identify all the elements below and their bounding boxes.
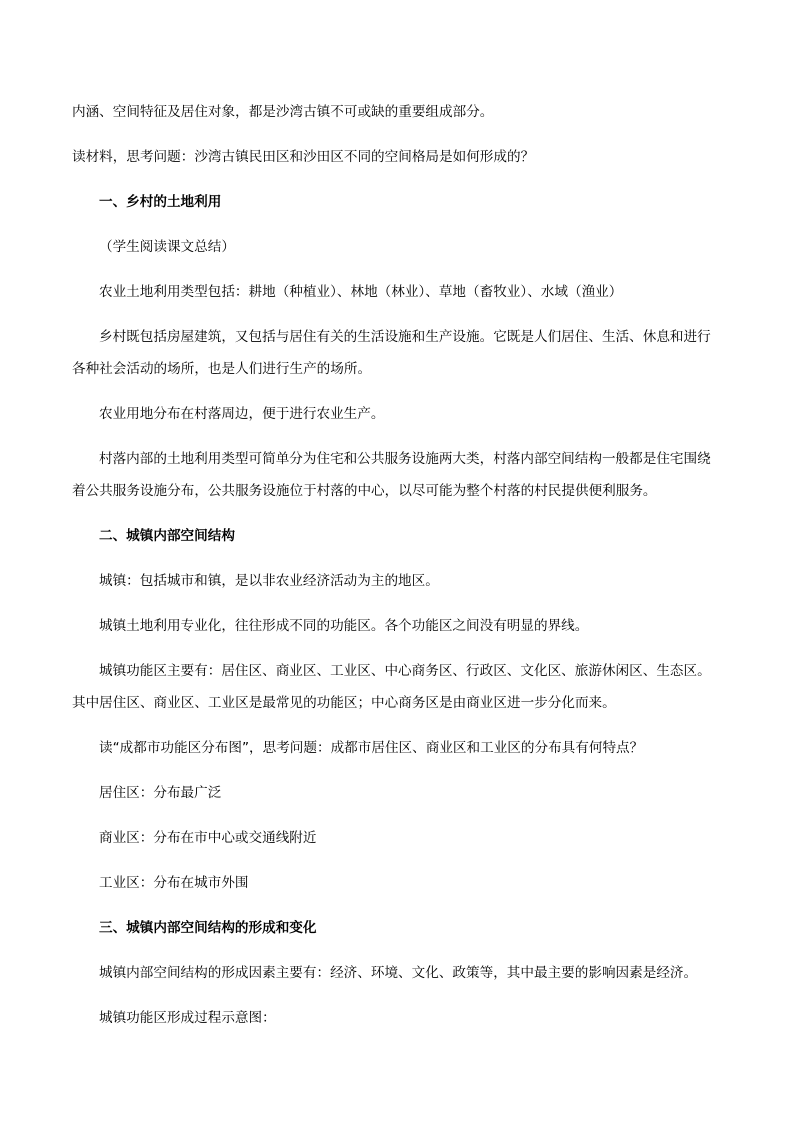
agricultural-land-types: 农业土地利用类型包括：耕地（种植业）、林地（林业）、草地（畜牧业）、水域（渔业） bbox=[99, 284, 623, 300]
formation-factors: 城镇内部空间结构的形成因素主要有：经济、环境、文化、政策等，其中最主要的影响因素是经济。 bbox=[99, 965, 698, 981]
farmland-distribution: 农业用地分布在村落周边，便于进行农业生产。 bbox=[99, 406, 385, 422]
commercial-zone-answer: 商业区：分布在市中心或交通线附近 bbox=[99, 830, 317, 846]
student-reading-note: （学生阅读课文总结） bbox=[99, 239, 235, 255]
residential-zone-answer: 居住区：分布最广泛 bbox=[99, 785, 222, 801]
formation-diagram-caption: 城镇功能区形成过程示意图： bbox=[99, 1010, 276, 1026]
village-description: 乡村既包括房屋建筑，又包括与居住有关的生活设施和生产设施。它既是人们居住、生活、休息和进行各种社会活动的场所，也是人们进行生产的场所。 bbox=[72, 329, 711, 377]
industrial-zone-answer: 工业区：分布在城市外围 bbox=[99, 875, 249, 891]
town-definition: 城镇：包括城市和镇，是以非农业经济活动为主的地区。 bbox=[99, 573, 439, 589]
section-heading-rural-land-use: 一、乡村的土地利用 bbox=[99, 194, 222, 210]
reading-question: 读材料，思考问题：沙湾古镇民田区和沙田区不同的空间格局是如何形成的？ bbox=[72, 149, 535, 165]
chengdu-map-question: 读“成都市功能区分布图”，思考问题：成都市居住区、商业区和工业区的分布具有何特点？ bbox=[99, 740, 644, 756]
functional-zones-list: 城镇功能区主要有：居住区、商业区、工业区、中心商务区、行政区、文化区、旅游休闲区、生态区。其中居住区、商业区、工业区是最常见的功能区；中心商务区是由商业区进一步分化而来。 bbox=[72, 663, 711, 711]
section-heading-urban-structure: 二、城镇内部空间结构 bbox=[99, 528, 235, 544]
town-land-specialization: 城镇土地利用专业化，往往形成不同的功能区。各个功能区之间没有明显的界线。 bbox=[99, 618, 589, 634]
section-heading-structure-formation: 三、城镇内部空间结构的形成和变化 bbox=[99, 920, 317, 936]
paragraph-continuation: 内涵、空间特征及居住对象，都是沙湾古镇不可或缺的重要组成部分。 bbox=[72, 104, 494, 120]
village-internal-structure: 村落内部的土地利用类型可简单分为住宅和公共服务设施两大类，村落内部空间结构一般都是住宅围绕着公共服务设施分布，公共服务设施位于村落的中心，以尽可能为整个村落的村民提供便利服务。 bbox=[72, 451, 711, 499]
